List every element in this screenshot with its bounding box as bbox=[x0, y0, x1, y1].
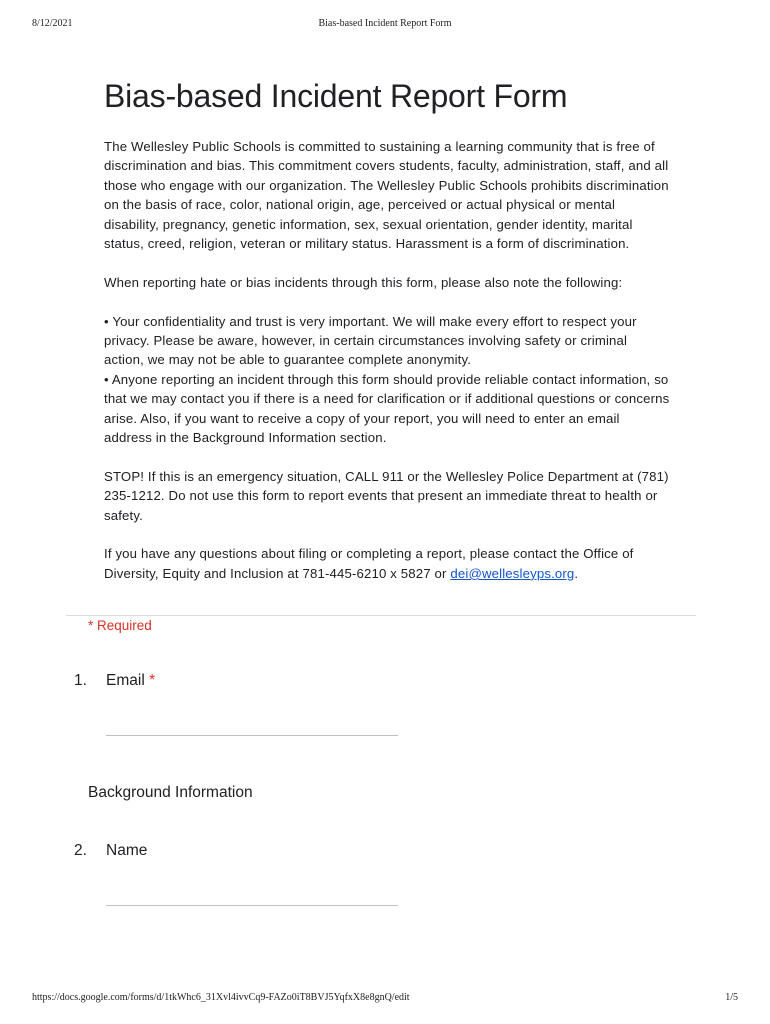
print-header bbox=[32, 18, 738, 32]
description-paragraph-intro: The Wellesley Public Schools is committed to sustaining a learning community that is free of discrimination and bias. This commitment covers students, faculty, administration, staff, and all those who engage with our organization. The Wellesley Public Schools prohibits discrimination on the basis of race, color, national origin, age, perceived or actual physical or mental disability, pregnancy, genetic information, sex, sexual orientation, gender identity, marital status, creed, religion, veteran or military status. Harassment is a form of discrimination. bbox=[104, 139, 669, 252]
print-footer bbox=[32, 992, 738, 1006]
header-divider bbox=[66, 615, 696, 616]
email-answer-line[interactable] bbox=[106, 735, 398, 736]
contact-end: . bbox=[574, 565, 579, 581]
email-link[interactable]: dei@wellesleyps.org bbox=[450, 565, 575, 581]
print-page-number: 1/5 bbox=[725, 992, 738, 1003]
description-bullets bbox=[104, 312, 670, 448]
description-paragraph-note: When reporting hate or bias incidents through this form, please also note the following: bbox=[104, 274, 623, 290]
print-date: 8/12/2021 bbox=[32, 18, 73, 29]
print-page-title: Bias-based Incident Report Form bbox=[318, 18, 452, 29]
bullet-contact-info: • Anyone reporting an incident through this form should provide reliable contact information, so that we may contact you if there is a need for clarification or if additional questions or concerns arise. Also, if you want to receive a copy of your report, you will need to enter an email address in the Background Information section. bbox=[104, 371, 670, 446]
description-contact bbox=[104, 544, 670, 583]
email-label-text: Email bbox=[106, 672, 145, 689]
form-description bbox=[104, 137, 670, 603]
question-label-email bbox=[106, 672, 155, 690]
required-note: * Required bbox=[88, 618, 152, 633]
question-label-name: Name bbox=[106, 842, 148, 859]
contact-text: If you have any questions about filing or completing a report, please contact the Office of Diversity, Equity and Inclusion at 781-445-6210 x 5827 or bbox=[104, 546, 634, 581]
required-asterisk: * bbox=[149, 672, 156, 689]
bullet-confidentiality: • Your confidentiality and trust is very important. We will make every effort to respect your privacy. Please be aware, however, in certain circumstances involving safety or criminal action, we may not be able to guarantee complete anonymity. bbox=[104, 313, 637, 368]
form-title: Bias-based Incident Report Form bbox=[104, 78, 568, 114]
name-answer-line[interactable] bbox=[106, 905, 398, 906]
description-emergency-warning: STOP! If this is an emergency situation, CALL 911 or the Wellesley Police Department at (781) 235-1212. Do not use this form to report events that present an immediate threat to health or safety. bbox=[104, 468, 669, 523]
section-title-background: Background Information bbox=[88, 784, 253, 801]
question-number-name: 2. bbox=[74, 842, 87, 859]
print-url: https://docs.google.com/forms/d/1tkWhc6_31Xvl4ivvCq9-FAZo0iT8BVJ5YqfxX8e8gnQ/edit bbox=[32, 992, 410, 1003]
question-number-email: 1. bbox=[74, 672, 87, 689]
